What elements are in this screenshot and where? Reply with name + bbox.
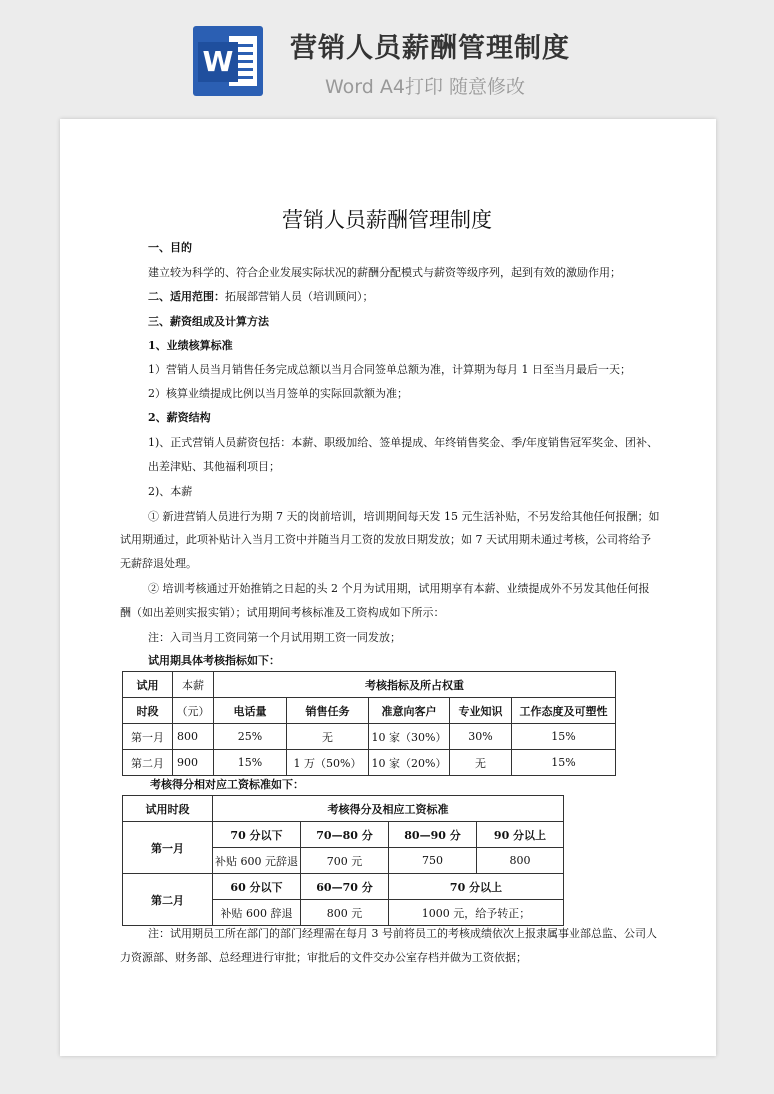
th-base-1: 本薪 (173, 672, 214, 698)
table-cell: 第二月 (123, 750, 173, 776)
th-prospects: 准意向客户 (369, 698, 450, 724)
table-cell: 无 (450, 750, 512, 776)
banner (0, 0, 774, 118)
paragraph-probation-1: ② 培训考核通过开始推销之日起的头 2 个月为试用期，试用期享有本薪、业绩提成外不另发其他任何报 (148, 582, 650, 595)
m2-score-1: 60 分以下 (213, 874, 301, 900)
month2-label: 第二月 (123, 874, 213, 926)
m1-score-4: 90 分以上 (477, 822, 564, 848)
note-approval-1: 注：试用期员工所在部门的部门经理需在每月 3 号前将员工的考核成绩依次上报隶属事业部总监、公司人 (148, 927, 657, 940)
paragraph-training-3: 无薪辞退处理。 (120, 557, 197, 570)
th-period-1: 试用 (123, 672, 173, 698)
paragraph-performance-1: 1）营销人员当月销售任务完成总额以当月合同签单总额为准，计算期为每月 1 日至当月最后一天； (148, 363, 631, 376)
note-approval-2: 力资源部、财务部、总经理进行审批；审批后的文件交办公室存档并做为工资依据； (120, 951, 527, 964)
th-knowledge: 专业知识 (450, 698, 512, 724)
th-indicators: 考核指标及所占权重 (214, 672, 616, 698)
m2-pay-3: 1000 元，给予转正； (389, 900, 564, 926)
th-score-pay: 考核得分及相应工资标准 (213, 796, 564, 822)
table2-caption: 考核得分相对应工资标准如下： (150, 778, 304, 791)
m1-score-2: 70—80 分 (301, 822, 389, 848)
paragraph-training-1: ① 新进营销人员进行为期 7 天的岗前培训，培训期间每天发 15 元生活补贴，不另发给其他任何报酬；如 (148, 510, 660, 523)
paragraph-base-pay-heading: 2)、本薪 (148, 485, 193, 498)
scope-value: 拓展部营销人员（培训顾问）； (225, 290, 374, 303)
assessment-table (122, 671, 616, 776)
paragraph-training-2: 试用期通过，此项补贴计入当月工资中并随当月工资的发放日期发放；如 7 天试用期未通过考核，公司将给予 (120, 533, 651, 546)
th-sales-task: 销售任务 (287, 698, 369, 724)
m1-score-3: 80—90 分 (389, 822, 477, 848)
month1-label: 第一月 (123, 822, 213, 874)
table-cell: 无 (287, 724, 369, 750)
note-first-month: 注：入司当月工资同第一个月试用期工资一同发放； (148, 631, 401, 644)
subsection-performance: 1、业绩核算标准 (148, 339, 233, 352)
section-salary-heading: 三、薪资组成及计算方法 (148, 315, 269, 328)
table-cell: 15% (214, 750, 287, 776)
m2-score-3: 70 分以上 (389, 874, 564, 900)
m1-pay-3: 750 (389, 848, 477, 874)
m2-pay-1: 补贴 600 辞退 (213, 900, 301, 926)
scope-label: 二、适用范围： (148, 290, 225, 303)
score-pay-table (122, 795, 564, 926)
section-purpose-heading: 一、目的 (148, 241, 192, 254)
paragraph-structure-1: 1)、正式营销人员薪资包括：本薪、职级加给、签单提成、年终销售奖金、季/年度销售冠军奖金、团补、 (148, 436, 658, 449)
m1-pay-4: 800 (477, 848, 564, 874)
m2-score-2: 60—70 分 (301, 874, 389, 900)
table1-caption: 试用期具体考核指标如下： (148, 654, 280, 667)
table-cell: 15% (512, 724, 616, 750)
table-cell: 第一月 (123, 724, 173, 750)
th-period-2: 时段 (123, 698, 173, 724)
word-doc-icon (193, 26, 263, 96)
table-cell: 30% (450, 724, 512, 750)
document-title: 营销人员薪酬管理制度 (282, 208, 492, 232)
th-base-2: （元） (173, 698, 214, 724)
paragraph-purpose: 建立较为科学的、符合企业发展实际状况的薪酬分配模式与薪资等级序列，起到有效的激励作用； (148, 266, 621, 279)
table-cell: 15% (512, 750, 616, 776)
th-attitude: 工作态度及可塑性 (512, 698, 616, 724)
m1-pay-2: 700 元 (301, 848, 389, 874)
table-row (123, 724, 616, 750)
table-cell: 10 家（20%） (369, 750, 450, 776)
table-cell: 10 家（30%） (369, 724, 450, 750)
banner-title: 营销人员薪酬管理制度 (290, 33, 570, 64)
table-cell: 25% (214, 724, 287, 750)
m2-pay-2: 800 元 (301, 900, 389, 926)
m1-pay-1: 补贴 600 元辞退 (213, 848, 301, 874)
m1-score-1: 70 分以下 (213, 822, 301, 848)
banner-subtitle: Word A4打印 随意修改 (325, 76, 526, 98)
word-icon-letter: W (198, 42, 238, 82)
th-calls: 电话量 (214, 698, 287, 724)
subsection-structure: 2、薪资结构 (148, 411, 211, 424)
paragraph-probation-2: 酬（如出差则实报实销）；试用期间考核标准及工资构成如下所示： (120, 606, 445, 619)
table-cell: 1 万（50%） (287, 750, 369, 776)
paragraph-structure-1-cont: 出差津贴、其他福利项目； (148, 460, 280, 473)
table-cell: 800 (173, 724, 214, 750)
paragraph-performance-2: 2）核算业绩提成比例以当月签单的实际回款额为准； (148, 387, 408, 400)
table-cell: 900 (173, 750, 214, 776)
th-trial-period: 试用时段 (123, 796, 213, 822)
section-scope (148, 290, 374, 304)
table-row (123, 750, 616, 776)
